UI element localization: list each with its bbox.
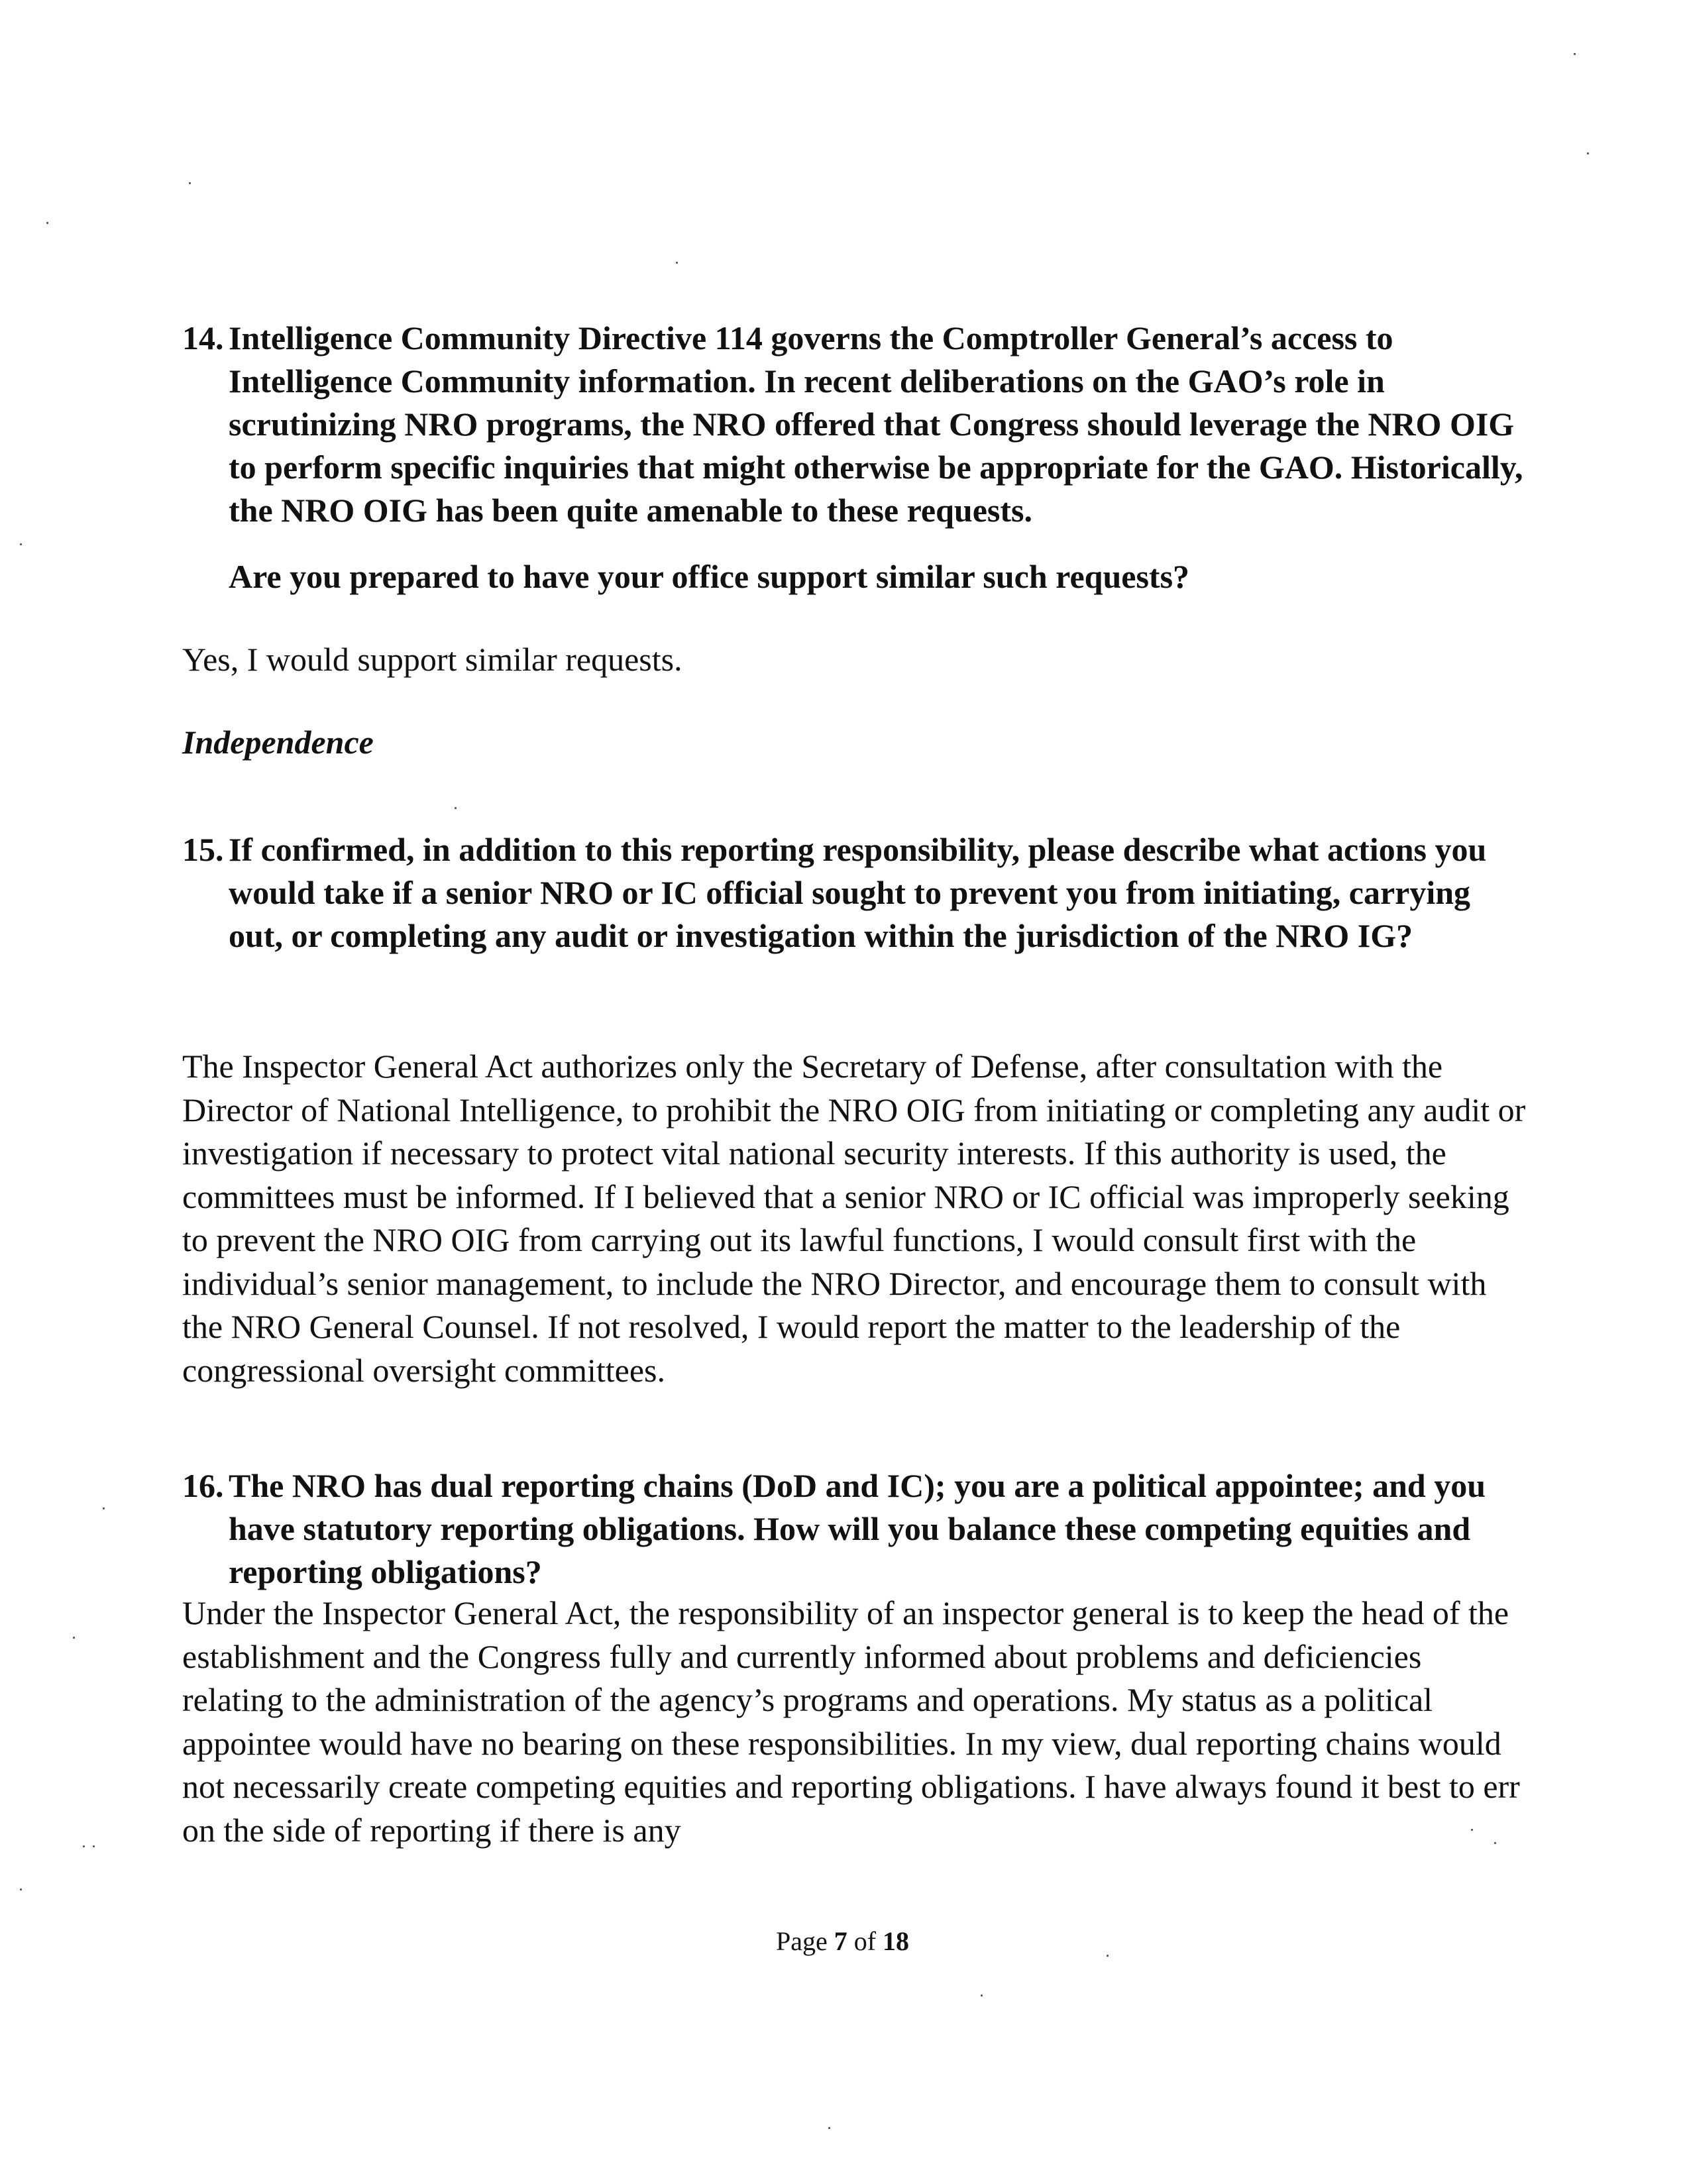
scan-speck [46, 222, 48, 224]
scan-speck [103, 1507, 105, 1509]
scan-speck [20, 1888, 22, 1890]
scan-speck [1471, 1829, 1473, 1831]
scan-speck [455, 807, 457, 809]
page-current: 7 [834, 1926, 847, 1956]
page-footer [0, 1925, 1685, 1958]
answer-14: Yes, I would support similar requests. [182, 641, 682, 678]
page-of: of [847, 1926, 883, 1956]
scan-speck [93, 1845, 95, 1847]
question-16 [182, 1464, 1527, 1594]
scan-speck [981, 1994, 983, 1996]
scan-speck [1107, 1955, 1109, 1957]
page-label: Page [775, 1926, 834, 1956]
scan-speck [676, 262, 678, 264]
question-number: 16. [182, 1467, 224, 1504]
question-14-follow-up: Are you prepared to have your office support similar such requests? [229, 558, 1190, 595]
question-text: If confirmed, in addition to this reporting responsibility, please describe what actions you would take if a senior NRO or IC official sought to prevent you from initiating, carrying out, or completing any audit or investigation within the jurisdiction of the NRO IG? [229, 831, 1487, 954]
question-15 [182, 828, 1527, 957]
question-number: 15. [182, 831, 224, 868]
question-text: Intelligence Community Directive 114 governs the Comptroller General’s access to Intelligence Community information. In recent deliberations on the GAO’s role in scrutinizing NRO programs, the NRO offered that Congress should leverage the NRO OIG to perform specific inquiries that might otherwise be appropriate for the GAO. Historically, the NRO OIG has been quite amenable to these requests. [229, 319, 1523, 529]
page-total: 18 [883, 1926, 910, 1956]
scan-speck [189, 182, 191, 184]
scan-speck [828, 2127, 830, 2129]
question-text: The NRO has dual reporting chains (DoD and IC); you are a political appointee; and you have statutory reporting obligations. How will you balance these competing equities and reporting obligations? [229, 1467, 1486, 1590]
scan-speck [1587, 152, 1589, 154]
question-14 [182, 317, 1527, 532]
question-number: 14. [182, 319, 224, 356]
section-heading: Independence [182, 724, 374, 761]
answer-15: The Inspector General Act authorizes only the Secretary of Defense, after consultation with the Director of National Intelligence, to prohibit the NRO OIG from initiating or completing any audit or investigation if necessary to protect vital national security interests. If this authority is used, the committees must be informed. If I believed that a senior NRO or IC official was improperly seeking to prevent the NRO OIG from carrying out its lawful functions, I would consult first with the individual’s senior management, to include the NRO Director, and encourage them to consult with the NRO General Counsel. If not resolved, I would report the matter to the leadership of the congressional oversight committees. [182, 1048, 1526, 1389]
scan-speck [1574, 53, 1576, 55]
scan-speck [1494, 1842, 1496, 1844]
scan-speck [73, 1637, 75, 1639]
scan-speck [83, 1845, 85, 1847]
answer-16: Under the Inspector General Act, the responsibility of an inspector general is to keep the head of the establishment and the Congress fully and currently informed about problems and deficiencies relating to the administration of the agency’s programs and operations. My status as a political appointee would have no bearing on these responsibilities. In my view, dual reporting chains would not necessarily create competing equities and reporting obligations. I have always found it best to err on the side of reporting if there is any [182, 1594, 1520, 1849]
scan-speck [20, 543, 22, 545]
